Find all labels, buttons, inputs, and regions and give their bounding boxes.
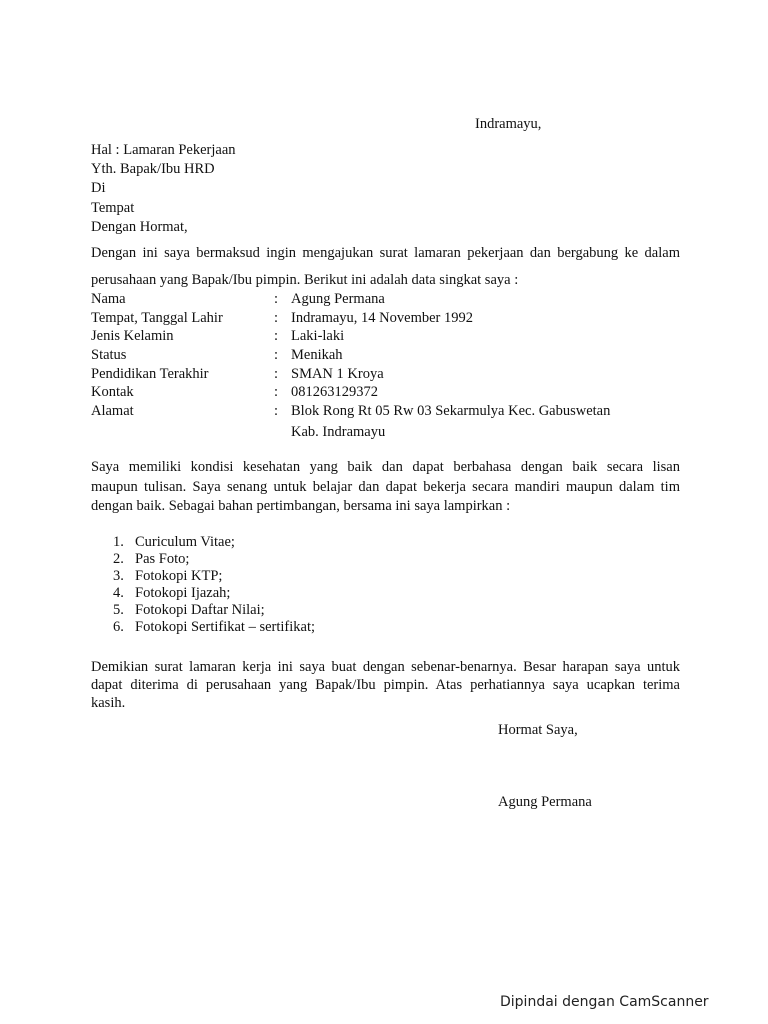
field-value: Agung Permana [291,291,385,307]
list-number: 5. [113,602,124,618]
list-number: 4. [113,585,124,601]
closing-paragraph [91,658,680,712]
recipient-line: Yth. Bapak/Ibu HRD [91,161,215,177]
sign-off: Hormat Saya, [498,722,578,738]
field-separator: : [274,291,279,307]
intro-line: perusahaan yang Bapak/Ibu pimpin. Berikut ini adalah data singkat saya : [91,272,519,288]
field-value: Indramayu, 14 November 1992 [291,310,474,326]
intro-line: Dengan ini saya bermaksud ingin mengajukan surat lamaran pekerjaan dan bergabung ke dalam [91,245,680,261]
field-label: Pendidikan Terakhir [91,366,209,382]
greeting: Dengan Hormat, [91,219,188,235]
field-label: Nama [91,291,126,307]
body-line: dengan baik. Sebagai bahan pertimbangan, bersama ini saya lampirkan : [91,498,511,514]
list-number: 2. [113,551,124,567]
list-text: Curiculum Vitae; [135,534,235,550]
list-number: 6. [113,619,124,635]
body-paragraph [91,458,680,517]
signer-name: Agung Permana [498,794,592,810]
field-label: Jenis Kelamin [91,328,174,344]
field-label: Tempat, Tanggal Lahir [91,310,223,326]
field-value: SMAN 1 Kroya [291,366,384,382]
recipient-line: Di [91,180,106,196]
body-line: Saya memiliki kondisi kesehatan yang baik dan dapat berbahasa dengan baik secara lisan [91,459,680,475]
field-separator: : [274,384,279,400]
list-number: 3. [113,568,124,584]
address-continuation: Kab. Indramayu [291,424,386,440]
field-label: Kontak [91,384,134,400]
list-text: Fotokopi Daftar Nilai; [135,602,265,618]
list-text: Fotokopi Sertifikat – sertifikat; [135,619,316,635]
closing-line: Demikian surat lamaran kerja ini saya buat dengan sebenar-benarnya. Besar harapan saya untuk [91,659,680,675]
scanner-watermark: Dipindai dengan CamScanner [500,994,709,1010]
field-value: 081263129372 [291,384,378,400]
list-text: Fotokopi Ijazah; [135,585,231,601]
subject-line: Hal : Lamaran Pekerjaan [91,142,236,158]
place-date: Indramayu, [475,116,542,132]
field-label: Alamat [91,403,134,419]
intro-paragraph [91,240,680,294]
closing-line: dapat diterima di perusahaan yang Bapak/Ibu pimpin. Atas perhatiannya saya ucapkan terima [91,677,680,693]
list-number: 1. [113,534,124,550]
body-line: maupun tulisan. Saya senang untuk belajar dan dapat bekerja secara mandiri maupun dalam tim [91,478,680,495]
field-value: Blok Rong Rt 05 Rw 03 Sekarmulya Kec. Gabuswetan [291,403,611,419]
field-value: Laki-laki [291,328,345,344]
field-separator: : [274,310,279,326]
field-label: Status [91,347,127,363]
list-text: Fotokopi KTP; [135,568,223,584]
field-separator: : [274,403,279,419]
field-separator: : [274,347,279,363]
recipient-line: Tempat [91,200,135,216]
field-value: Menikah [291,347,343,363]
list-text: Pas Foto; [135,551,190,567]
field-separator: : [274,366,279,382]
closing-line: kasih. [91,695,126,711]
field-separator: : [274,328,279,344]
